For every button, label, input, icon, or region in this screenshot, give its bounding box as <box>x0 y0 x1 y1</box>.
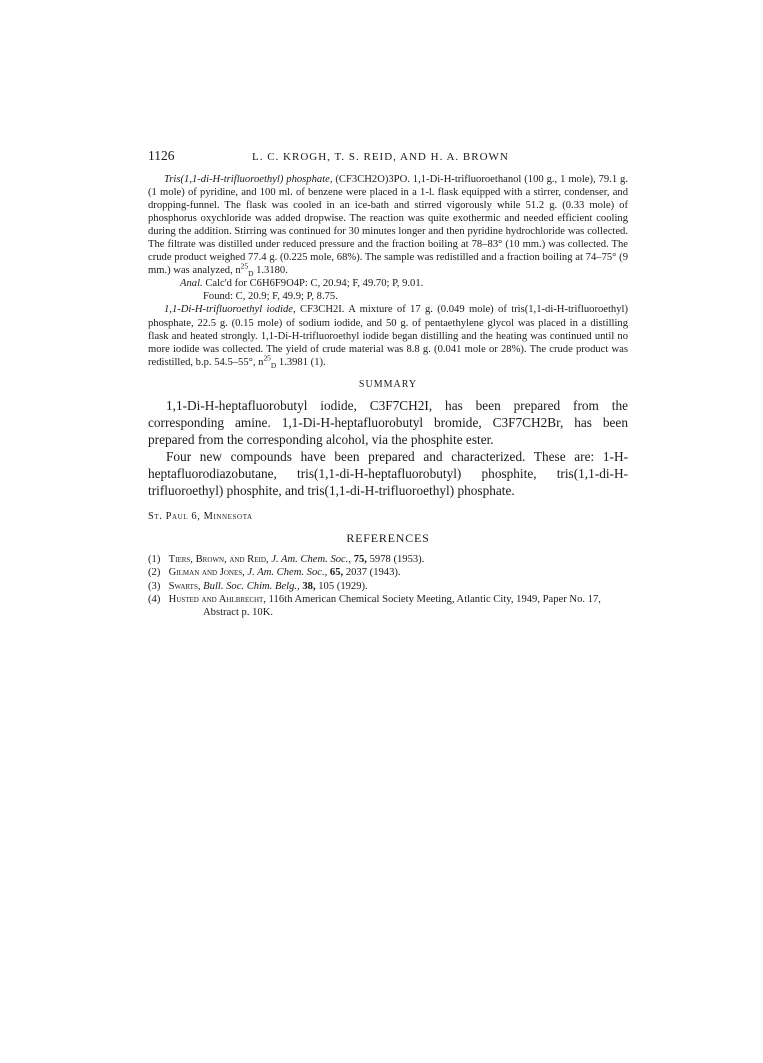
journal-page <box>148 148 628 619</box>
procedure-text: 1,1-Di-H-trifluoroethanol (100 g., 1 mole), 79.1 g. (1 mole) of pyridine, and 100 ml. of benzene were placed in a 1-l. flask equipped with a stirrer, condenser, and dropping-funnel. The flask was cooled in an ice-bath and stirred vigorously while 51.2 g. (0.33 mole) of phosphorus oxychloride was added dropwise. The reaction was quite exothermic and needed efficient cooling during the addition. Stirring was continued for 30 minutes longer and then pyridine hydrochloride was collected. The filtrate was distilled under reduced pressure and the fraction boiling at 78–83° (10 mm.) was collected. The crude product weighed 77.4 g. (0.225 mole, 68%). The sample was redistilled and a fraction boiling at 74–75° (9 mm.) was analyzed, n <box>148 174 628 277</box>
summary-paragraph: 1,1-Di-H-heptafluorobutyl iodide, C3F7CH2I, has been prepared from the corresponding amine. 1,1-Di-H-heptafluorobutyl bromide, C3F7CH2Br, has been prepared from the corresponding alcohol, via the phosphite ester. <box>148 397 628 447</box>
page-header <box>148 148 628 164</box>
compound-name: Tris(1,1-di-H-trifluoroethyl) phosphate, <box>164 174 333 185</box>
analysis-calc <box>148 277 628 290</box>
reference-pages: 2037 (1943). <box>345 567 401 579</box>
refractive-index: 1.3981 (1). <box>278 356 326 368</box>
reference-number: (1) <box>148 554 161 566</box>
references-title: REFERENCES <box>346 531 430 546</box>
compound-formula: (CF3CH2O)3PO. <box>335 174 410 185</box>
author-location: St. Paul 6, Minnesota <box>148 511 253 523</box>
reference-authors: Tiers, Brown, and Reid, <box>168 554 269 566</box>
reference-authors: Husted and Ahlbrecht, <box>168 593 266 605</box>
summary-paragraph: Four new compounds have been prepared and characterized. These are: 1-H-heptafluorodiazobutane, tris(1,1-di-H-heptafluorobutyl) phosphite, tris(1,1-di-H-trifluoroethyl) phosphite, and tris(1,1-di-H-trifluoroethyl) phosphate. <box>148 448 628 499</box>
reference-volume: 65, <box>329 567 344 579</box>
phosphate-paragraph: Tris(1,1-di-H-trifluoroethyl) phosphate, (CF3CH2O)3PO. 1,1-Di-H-trifluoroethanol (100 g., 1 mole), 79.1 g. (1 mole) of pyridine, and 100 ml. of benzene were placed in a 1-l. flask equipped with a stirrer, condenser, and dropping-funnel. The flask was cooled in an ice-bath and stirred vigorously while 51.2 g. (0.33 mole) of phosphorus oxychloride was added dropwise. The reaction was quite exothermic and needed efficient cooling during the addition. Stirring was continued for 30 minutes longer and then pyridine hydrochloride was collected. The filtrate was distilled under reduced pressure and the fraction boiling at 78–83° (10 mm.) was collected. The crude product weighed 77.4 g. (0.225 mole, 68%). The sample was redistilled and a fraction boiling at 74–75° (9 mm.) was analyzed, $n^{25}_D$ 1.3180. <box>148 174 628 279</box>
reference-journal: Bull. Soc. Chim. Belg., <box>203 580 300 592</box>
refractive-index: 1.3180. <box>256 265 288 277</box>
reference-number: (3) <box>148 580 161 592</box>
analysis-calc-text: Calc'd for C6H6F9O4P: C, 20.94; F, 49.70; P, 9.01. <box>205 278 424 290</box>
reference-item <box>148 593 628 619</box>
compound-name: 1,1-Di-H-trifluoroethyl iodide, <box>164 304 296 316</box>
reference-item <box>148 566 628 579</box>
analysis-found: Found: C, 20.9; F, 49.9; P, 8.75. <box>203 291 338 303</box>
reference-pages: 5978 (1953). <box>369 554 425 566</box>
iodide-paragraph: 1,1-Di-H-trifluoroethyl iodide, CF3CH2I. A mixture of 17 g. (0.049 mole) of tris(1,1-di-H-trifluoroethyl) phosphate, 22.5 g. (0.15 mole) of sodium iodide, and 50 g. of pentaethylene glycol was placed in a distilling flask and heated strongly. 1,1-Di-H-trifluoroethyl iodide began distilling and the heating was continued until no more iodide was collected. The yield of crude material was 8.8 g. (0.041 mole or 28%). The crude product was redistilled, b.p. 54.5–55°, $n^{25}_D$ 1.3981 (1). <box>148 304 628 370</box>
page-number: 1126 <box>148 148 175 163</box>
reference-volume: 75, <box>353 554 367 566</box>
running-head: L. C. KROGH, T. S. REID, AND H. A. BROWN <box>252 151 509 163</box>
analysis-label: Anal. <box>180 278 203 290</box>
summary-title: SUMMARY <box>358 378 418 390</box>
reference-item <box>148 580 628 593</box>
procedure-text: CF3CH2I. A mixture of 17 g. (0.049 mole) of tris(1,1-di-H-trifluoroethyl) phosphate, 22.5 g. (0.15 mole) of sodium iodide, and 50 g. of pentaethylene glycol was placed in a distilling flask and heated strongly. 1,1-Di-H-trifluoroethyl iodide began distilling and the heating was continued until no more iodide was collected. The yield of crude material was 8.8 g. (0.041 mole or 28%). The crude product was redistilled, b.p. 54.5–55°, n <box>148 304 628 368</box>
experimental-section <box>148 173 628 369</box>
reference-pages: 116th American Chemical Society Meeting, Atlantic City, 1949, Paper No. 17, Abstract p. 10K. <box>203 593 601 619</box>
references-list <box>148 553 628 619</box>
reference-item <box>148 553 628 566</box>
reference-authors: Swarts, <box>168 580 201 592</box>
reference-journal: J. Am. Chem. Soc., <box>247 567 328 579</box>
reference-volume: 38, <box>302 580 316 592</box>
reference-number: (2) <box>148 567 161 579</box>
reference-authors: Gilman and Jones, <box>168 567 245 579</box>
reference-journal: J. Am. Chem. Soc., <box>271 554 352 566</box>
reference-pages: 105 (1929). <box>318 580 368 592</box>
summary-section <box>148 397 628 500</box>
reference-number: (4) <box>148 593 161 605</box>
